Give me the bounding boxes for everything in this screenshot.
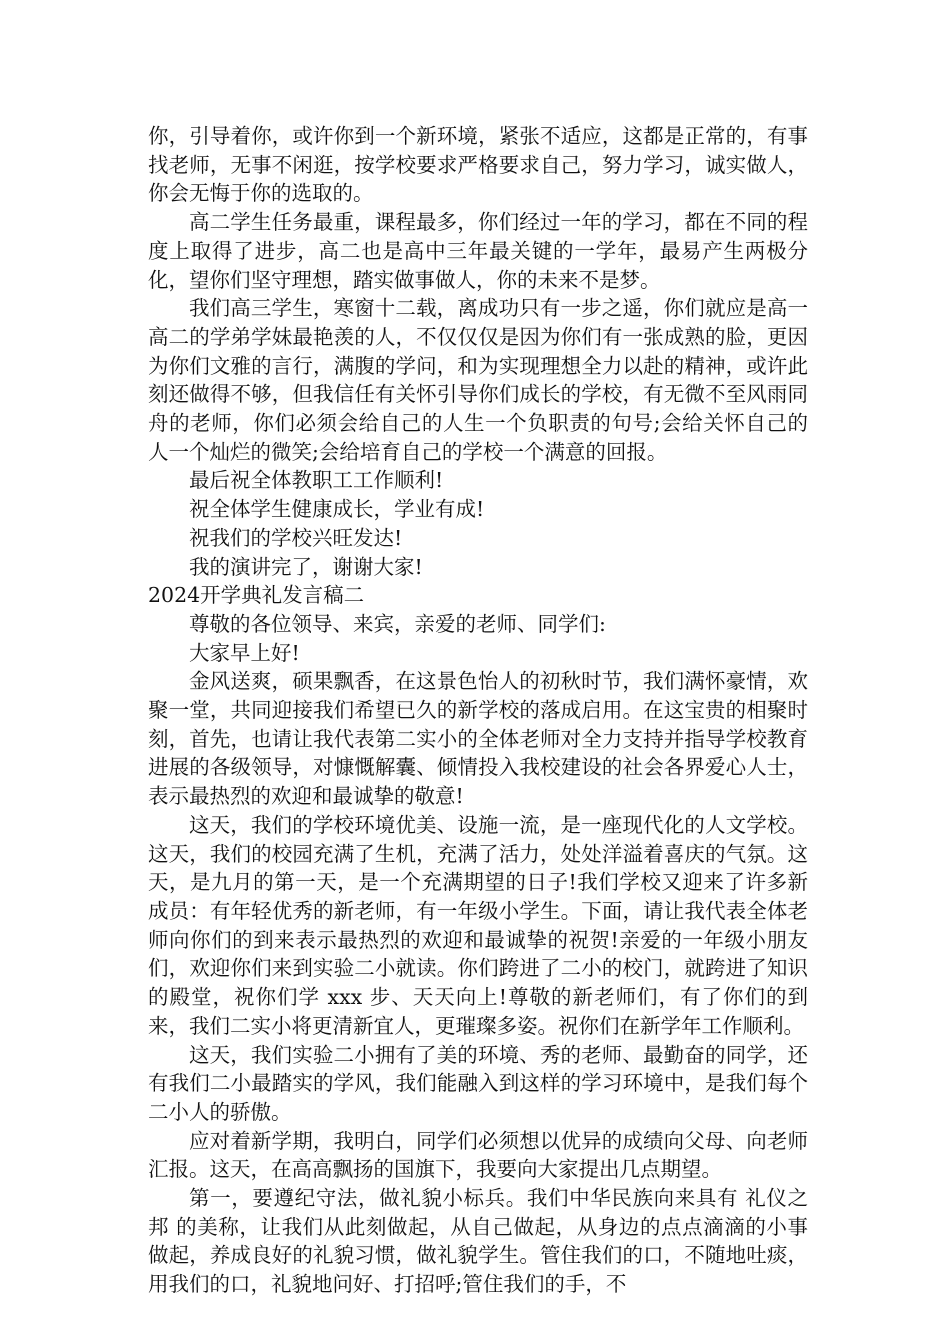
speech-closing: 我的演讲完了，谢谢大家! [189,554,423,579]
document-page [148,122,808,1299]
paragraph-first-hope: 第一，要遵纪守法，做礼貌小标兵。我们中华民族向来具有 礼仪之邦 的美称，让我们从此刻做起，从自己做起，从身边的点点滴滴的小事做起，养成良好的礼貌习惯，做礼貌学生。管住我们的口，不随地吐痰，用我们的口，礼貌地问好、打招呼;管住我们的手，不 [148,1186,808,1297]
greeting: 大家早上好! [189,640,300,665]
paragraph-grade-three: 我们高三学生，寒窗十二载，离成功只有一步之遥，你们就应是高一高二的学弟学妹最艳羡的人，不仅仅仅是因为你们有一张成熟的脸，更因为你们文雅的言行，满腹的学问，和为实现理想全力以赴的精神，或许此刻还做得不够，但我信任有关怀引导你们成长的学校，有无微不至风雨同舟的老师，你们必须会给自己的人生一个负职责的句号;会给关怀自己的人一个灿烂的微笑;会给培育自己的学校一个满意的回报。 [148,296,808,464]
paragraph-grade-two: 高二学生任务最重，课程最多，你们经过一年的学习，都在不同的程度上取得了进步，高二也是高中三年最关键的一学年，最易产生两极分化，望你们坚守理想，踏实做事做人，你的未来不是梦。 [148,210,808,292]
paragraph-today-pride: 这天，我们实验二小拥有了美的环境、秀的老师、最勤奋的同学，还有我们二小最踏实的学风，我们能融入到这样的学习环境中，是我们每个二小人的骄傲。 [148,1042,808,1124]
paragraph-today-school: 这天，我们的学校环境优美、设施一流，是一座现代化的人文学校。这天，我们的校园充满了生机，充满了活力，处处洋溢着喜庆的气氛。这天，是九月的第一天，是一个充满期望的日子!我们学校又迎来了许多新成员：有年轻优秀的新老师，有一年级小学生。下面，请让我代表全体老师向你们的到来表示最热烈的欢迎和最诚挚的祝贺!亲爱的一年级小朋友们，欢迎你们来到实验二小就读。你们跨进了二小的校门，就跨进了知识的殿堂，祝你们学 xxx 步、天天向上!尊敬的新老师们，有了你们的到来，我们二实小将更清新宜人，更璀璨多姿。祝你们在新学年工作顺利。 [148,812,808,1038]
paragraph-new-term: 应对着新学期，我明白，同学们必须想以优异的成绩向父母、向老师汇报。这天，在高高飘扬的国旗下，我要向大家提出几点期望。 [148,1128,808,1182]
salutation: 尊敬的各位领导、来宾，亲爱的老师、同学们: [189,611,606,636]
paragraph-opening: 金风送爽，硕果飘香，在这景色怡人的初秋时节，我们满怀豪情，欢聚一堂，共同迎接我们希望已久的新学校的落成启用。在这宝贵的相聚时刻，首先，也请让我代表第二实小的全体老师对全力支持并指导学校教育进展的各级领导，对慷慨解囊、倾情投入我校建设的社会各界爱心人士，表示最热烈的欢迎和最诚挚的敬意! [148,669,808,809]
wish-staff: 最后祝全体教职工工作顺利! [189,468,444,493]
section-heading: 2024开学典礼发言稿二 [148,583,365,608]
paragraph-continued: 你，引导着你，或许你到一个新环境，紧张不适应，这都是正常的，有事找老师，无事不闲逛，按学校要求严格要求自己，努力学习，诚实做人，你会无悔于你的选取的。 [148,124,808,206]
wish-students: 祝全体学生健康成长，学业有成! [189,497,485,522]
wish-school: 祝我们的学校兴旺发达! [189,525,403,550]
